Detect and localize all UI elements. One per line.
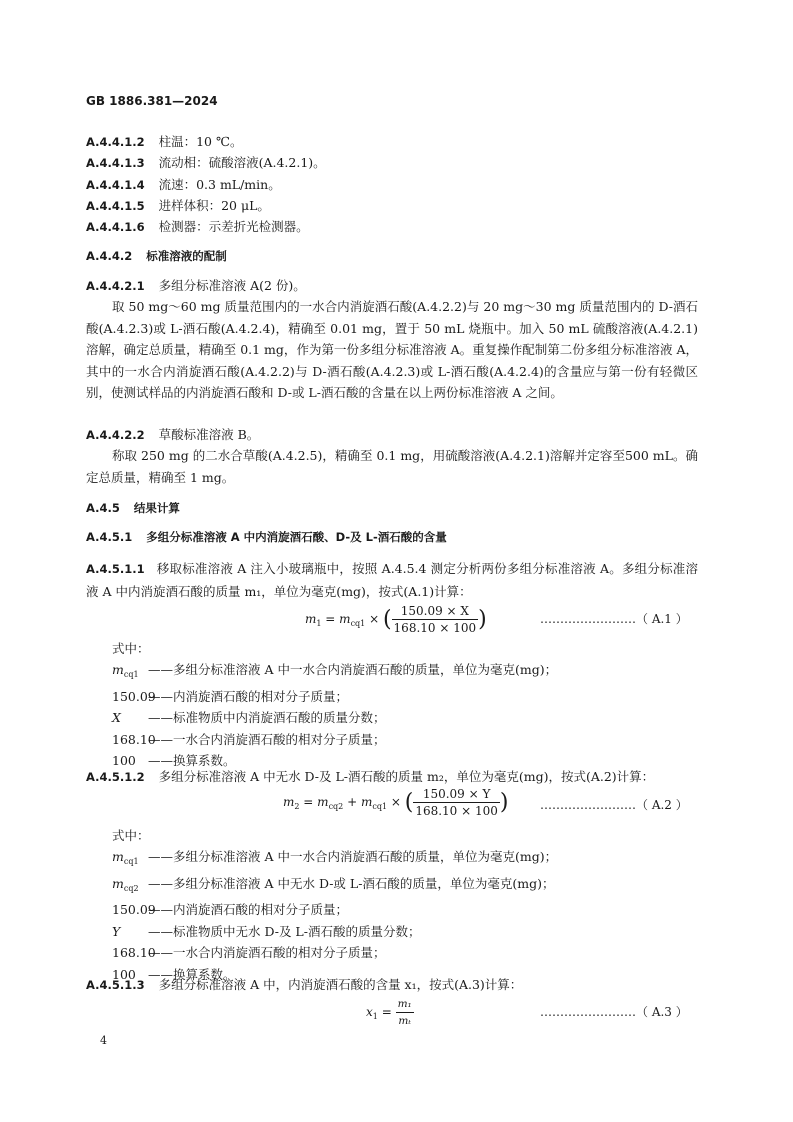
eq-lhs-sub: 1 — [372, 1012, 378, 1021]
clause-text: 流动相：硫酸溶液(A.4.2.1)。 — [158, 155, 326, 170]
clause-text: 柱温：10 ℃。 — [158, 134, 243, 149]
paragraph-standard-b: 称取 250 mg 的二水合草酸(A.4.2.5)，精确至 0.1 mg，用硫酸溶液(A.4.2.1)溶解并定容至500 mL。确定总质量，精确至 1 mg。 — [86, 448, 698, 485]
section-title: 多组分标准溶液 A 中内消旋酒石酸、D-及 L-酒石酸的含量 — [146, 530, 447, 544]
clause-text: 检测器：示差折光检测器。 — [158, 219, 309, 234]
clause-number: A.4.4.2.1 — [86, 279, 145, 293]
eq-term: m — [317, 795, 329, 809]
section-a442-heading — [86, 248, 227, 264]
clause-number: A.4.4.1.4 — [86, 178, 145, 192]
where-desc: ——多组分标准溶液 A 中一水合内消旋酒石酸的质量，单位为毫克(mg)； — [148, 662, 558, 677]
section-title: 结果计算 — [133, 501, 180, 515]
clause-text: 多组分标准溶液 A 中无水 D-及 L-酒石酸的质量 m₂，单位为毫克(mg)，按式(A.2)计算： — [158, 769, 655, 784]
clause-number: A.4.5.1.2 — [86, 770, 145, 784]
eq-fraction — [396, 996, 414, 1029]
eq-lhs-sub: 1 — [316, 619, 322, 628]
eq-equals: = — [377, 1005, 396, 1019]
eq-term-sub: cq2 — [328, 802, 344, 811]
where-symbol: 168.10 — [112, 945, 156, 961]
eq-numerator: 150.09 × X — [392, 603, 479, 620]
where-desc: ——多组分标准溶液 A 中无水 D-或 L-酒石酸的质量，单位为毫克(mg)； — [148, 875, 555, 891]
where-symbol: 100 — [112, 966, 136, 982]
where-symbol: 100 — [112, 753, 136, 769]
clause-a44414 — [86, 175, 281, 193]
clause-a44415 — [86, 196, 270, 214]
eq-denominator: 168.10 × 100 — [415, 804, 498, 818]
eq-term: m — [360, 795, 373, 809]
where-desc: ——换算系数。 — [148, 753, 236, 769]
eq-plus: + — [343, 795, 361, 809]
clause-number: A.4.5.1.1 — [86, 562, 145, 576]
eq-numerator: m₁ — [396, 996, 414, 1013]
clause-text: 多组分标准溶液 A 中，内消旋酒石酸的含量 x₁，按式(A.3)计算： — [158, 977, 523, 992]
eq-lhs-sub: 2 — [294, 802, 300, 811]
where-desc: ——内消旋酒石酸的相对分子质量； — [148, 902, 349, 918]
eq-denominator: 168.10 × 100 — [393, 621, 477, 635]
where-title: 式中： — [112, 641, 150, 656]
eq-term-sub: cq1 — [350, 619, 366, 628]
where-title: 式中： — [112, 828, 150, 843]
clause-text: 草酸标准溶液 B。 — [158, 427, 260, 442]
where-list-2 — [112, 846, 557, 986]
clause-number: A.4.5.1.3 — [86, 978, 145, 992]
where-symbol: $m_{cq1}$ — [112, 849, 139, 866]
eq-numerator: 150.09 × Y — [413, 786, 500, 803]
section-number: A.4.5.1 — [86, 530, 133, 544]
where-symbol: $m_{cq1}$ — [112, 662, 139, 679]
eq-lhs: m — [283, 795, 295, 809]
clause-text: 多组分标准溶液 A(2 份)。 — [158, 278, 306, 293]
eq-equals: = — [299, 795, 318, 809]
clause-number: A.4.4.1.2 — [86, 135, 145, 149]
equation-a3 — [366, 996, 414, 1029]
clause-a44422 — [86, 425, 259, 443]
where-symbol: X — [112, 710, 121, 726]
where-row — [112, 921, 557, 943]
where-desc: ——内消旋酒石酸的相对分子质量； — [148, 688, 349, 704]
section-a451-heading — [86, 529, 447, 545]
where-desc: ——标准物质中内消旋酒石酸的质量分数； — [148, 710, 386, 726]
standard-number: GB 1886.381—2024 — [86, 94, 218, 108]
section-a45-heading — [86, 500, 180, 516]
paragraph-a4511 — [86, 558, 698, 602]
where-row — [112, 846, 557, 873]
where-row — [112, 659, 557, 686]
page-number: 4 — [100, 1034, 107, 1047]
section-number: A.4.4.2 — [86, 249, 133, 263]
equation-a3-label: ……………………（ A.3 ） — [540, 1005, 688, 1019]
eq-times: × — [387, 795, 405, 809]
where-desc: ——换算系数。 — [148, 966, 236, 982]
where-row — [112, 686, 557, 708]
where-symbol: $m_{cq2}$ — [112, 875, 139, 893]
eq-fraction — [413, 786, 500, 819]
eq-fraction — [392, 603, 479, 636]
clause-a44413 — [86, 153, 326, 171]
clause-a44416 — [86, 217, 309, 235]
clause-text: 移取标准溶液 A 注入小玻璃瓶中，按照 A.4.5.4 测定分析两份多组分标准溶液 A。多组分标准溶液 A 中内消旋酒石酸的质量 m₁，单位为毫克(mg)，按式(A.1)计算： — [86, 561, 698, 599]
paragraph-a4512 — [86, 767, 654, 785]
where-symbol: 168.10 — [112, 731, 156, 747]
where-symbol: Y — [112, 923, 121, 939]
eq-term-sub: cq1 — [372, 802, 388, 811]
where-desc: ——一水合内消旋酒石酸的相对分子质量； — [148, 731, 386, 747]
where-desc: ——多组分标准溶液 A 中一水合内消旋酒石酸的质量，单位为毫克(mg)； — [148, 849, 558, 864]
clause-a44421 — [86, 276, 306, 294]
paragraph-a4513 — [86, 975, 522, 993]
eq-lhs: x — [366, 1005, 373, 1019]
eq-times: × — [365, 612, 383, 626]
clause-a44412 — [86, 132, 242, 150]
section-title: 标准溶液的配制 — [146, 249, 227, 263]
eq-term: m — [339, 612, 351, 626]
clause-text: 进样体积：20 μL。 — [158, 198, 270, 213]
where-row — [112, 942, 557, 964]
where-desc: ——标准物质中无水 D-及 L-酒石酸的质量分数； — [148, 923, 421, 939]
clause-number: A.4.4.1.5 — [86, 199, 145, 213]
where-row — [112, 729, 557, 751]
where-list-1 — [112, 659, 557, 772]
where-desc: ——一水合内消旋酒石酸的相对分子质量； — [148, 945, 386, 961]
clause-text: 流速：0.3 mL/min。 — [158, 177, 281, 192]
where-row — [112, 873, 557, 900]
eq-equals: = — [321, 612, 340, 626]
clause-number: A.4.4.2.2 — [86, 428, 145, 442]
eq-denominator: mₜ — [398, 1015, 411, 1027]
clause-number: A.4.4.1.3 — [86, 156, 145, 170]
where-row — [112, 707, 557, 729]
where-symbol: 150.09 — [112, 902, 156, 918]
equation-a1-label: ……………………（ A.1 ） — [540, 612, 688, 626]
paragraph-standard-a: 取 50 mg～60 mg 质量范围内的一水合内消旋酒石酸(A.4.2.2)与 20 mg～30 mg 质量范围内的 D-酒石酸(A.4.2.3)或 L-酒石酸(A.4.2.4)，精确至 0.01 mg，置于 50 mL 烧瓶中。加入 50 mL 硫酸溶液(A.4.2.1)溶解，确定总质量，精确至 0.1 mg，作为第一份多组分标准溶液 A。重复操作配制第二份多组分标准溶液 A，其中的一水合内消旋酒石酸(A.4.2.2)与 D-酒石酸(A.4.2.3)或 L-酒石酸(A.4.2.4)的含量应与第一份有轻微区别，使测试样品的内消旋酒石酸和 D-或 L-酒石酸的含量在以上两份标准溶液 A 之间。 — [86, 299, 698, 401]
equation-a2: $m_2 = m_{cq2} + m_{cq1}$ × ( $\frac{150.09 \times Y}{168.10 \times 100}$ ) — [283, 787, 509, 818]
equation-a2-label: ……………………（ A.2 ） — [540, 798, 688, 812]
where-symbol: 150.09 — [112, 688, 156, 704]
equation-a1: $m_1 = m_{cq1}$ × ( $\frac{150.09 \times X}{168.10 \times 100}$ ) — [305, 604, 487, 635]
clause-number: A.4.4.1.6 — [86, 220, 145, 234]
where-row — [112, 899, 557, 921]
eq-lhs: m — [305, 612, 317, 626]
section-number: A.4.5 — [86, 501, 120, 515]
